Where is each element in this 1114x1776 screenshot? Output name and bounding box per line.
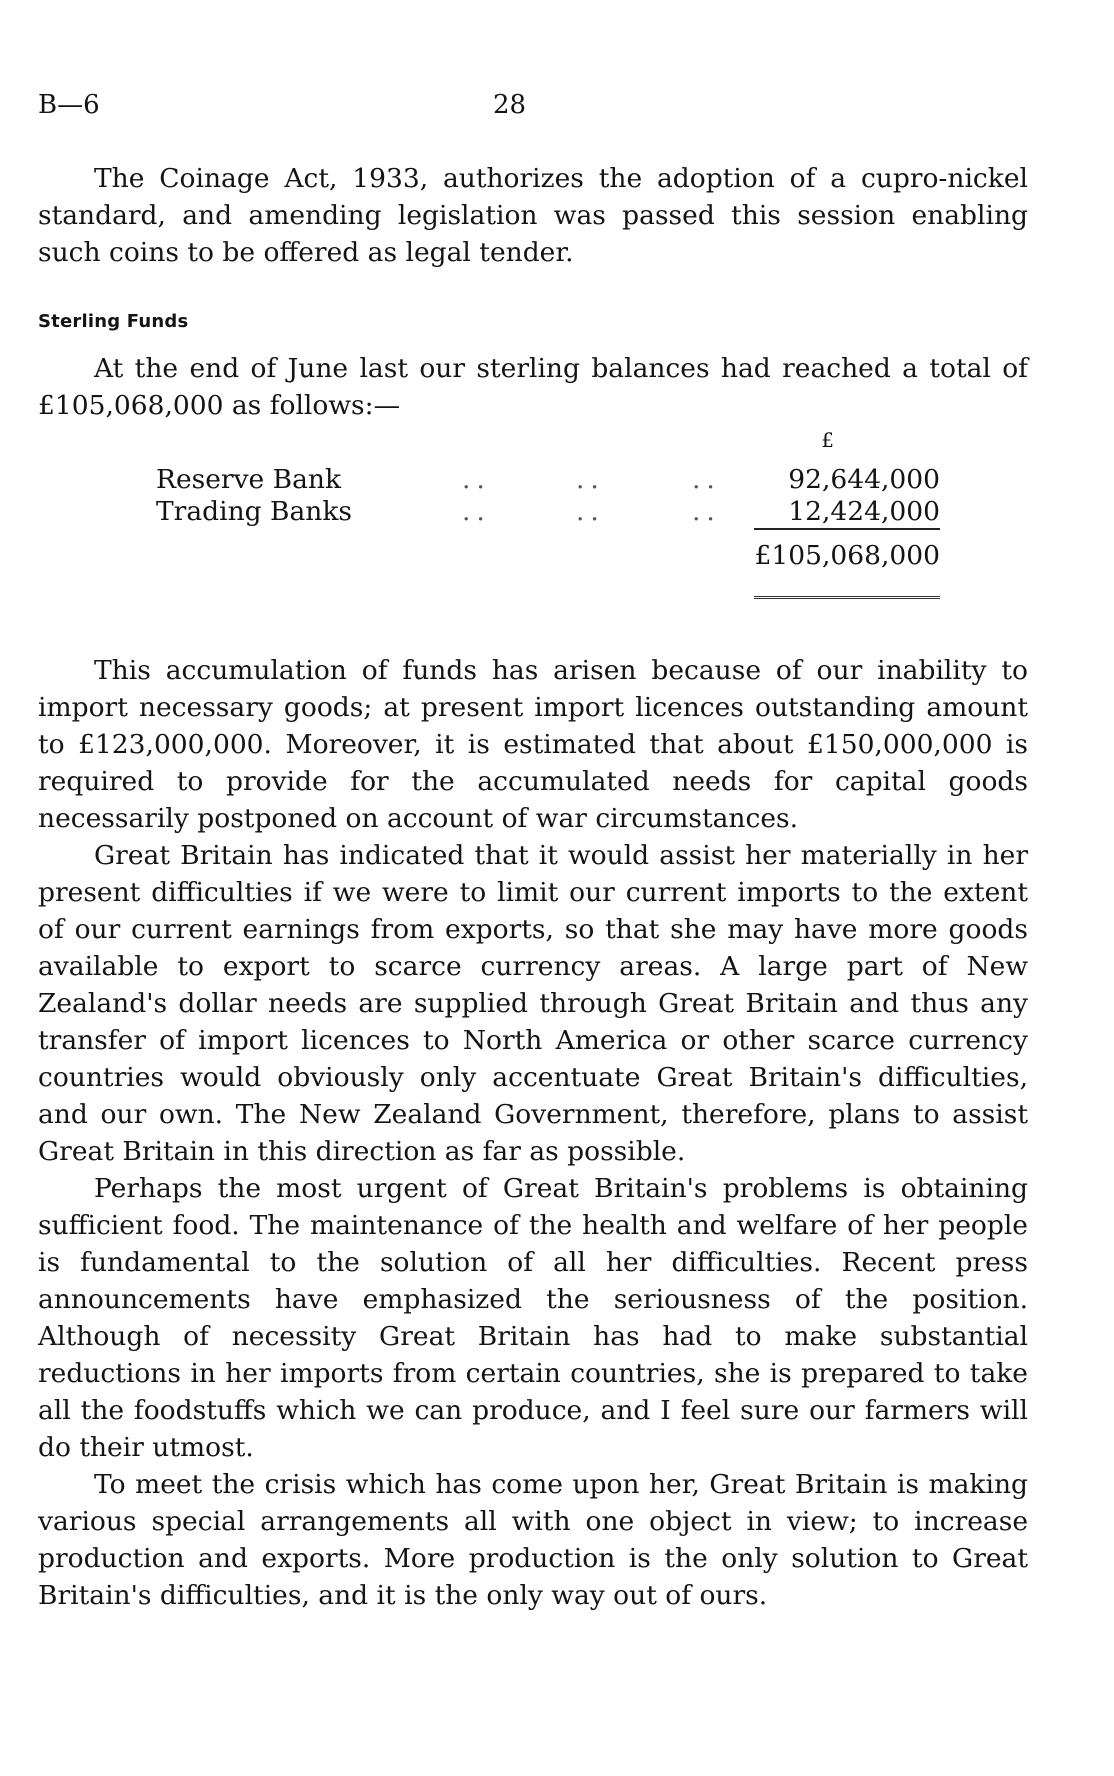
leader-dots: .. xyxy=(462,496,491,527)
leader-dots: .. xyxy=(692,496,721,527)
table-row xyxy=(156,496,940,530)
table-total: £105,068,000 xyxy=(754,540,940,571)
currency-symbol: £ xyxy=(821,428,834,452)
page-number: 28 xyxy=(493,90,527,120)
total-double-rule xyxy=(754,596,940,599)
sterling-intro-paragraph: At the end of June last our sterling balances had reached a total of £105,068,000 as follows:— xyxy=(38,353,1028,421)
page-header xyxy=(38,90,1028,124)
row-name: Trading Banks xyxy=(156,496,353,527)
row-name: Reserve Bank xyxy=(156,464,342,495)
paragraph-food: Perhaps the most urgent of Great Britain's problems is obtaining sufficient food. The maintenance of the health and welfare of her people is fundamental to the solution of all her difficulties. Recent press announcements have emphasized the seriousness of the position. Although of necessity Great Britain has had to make substantial reductions in her imports from certain countries, she is prepared to take all the foodstuffs which we can produce, and I feel sure our farmers will do their utmost. xyxy=(38,1173,1028,1463)
row-amount: 12,424,000 xyxy=(788,496,940,527)
paragraph-great-britain-assist: Great Britain has indicated that it would assist her materially in her present difficulties if we were to limit our current imports to the extent of our current earnings from exports, so that she may have more goods available to export to scarce currency areas. A large part of New Zealand's dollar needs are supplied through Great Britain and thus any transfer of import licences to North America or other scarce currency countries would obviously only accentuate Great Britain's difficulties, and our own. The New Zealand Government, therefore, plans to assist Great Britain in this direction as far as possible. xyxy=(38,840,1028,1167)
leader-dots: .. xyxy=(462,464,491,495)
leader-dots: .. xyxy=(692,464,721,495)
leader-dots: .. xyxy=(576,464,605,495)
row-amount: 92,644,000 xyxy=(788,464,940,495)
intro-section xyxy=(38,160,1028,271)
document-reference: B—6 xyxy=(38,90,100,120)
table-row xyxy=(156,464,940,498)
paragraph-accumulation: This accumulation of funds has arisen because of our inability to import necessary goods; at present import licences outstanding amount to £123,000,000. Moreover, it is estimated that about £150,000,000 is required to provide for the accumulated needs for capital goods necessarily postponed on account of war circumstances. xyxy=(38,655,1028,834)
total-rule xyxy=(754,528,940,530)
document-page xyxy=(38,0,1028,1776)
sterling-balances-table xyxy=(38,428,1028,608)
intro-paragraph: The Coinage Act, 1933, authorizes the adoption of a cupro-nickel standard, and amending legislation was passed this session enabling such coins to be offered as legal tender. xyxy=(38,163,1028,268)
leader-dots: .. xyxy=(576,496,605,527)
section-heading: Sterling Funds xyxy=(38,311,189,332)
paragraph-crisis: To meet the crisis which has come upon her, Great Britain is making various special arrangements all with one object in view; to increase production and exports. More production is the only solution to Great Britain's difficulties, and it is the only way out of ours. xyxy=(38,1469,1028,1611)
sterling-intro-section xyxy=(38,350,1028,424)
main-text-section xyxy=(38,652,1028,1614)
